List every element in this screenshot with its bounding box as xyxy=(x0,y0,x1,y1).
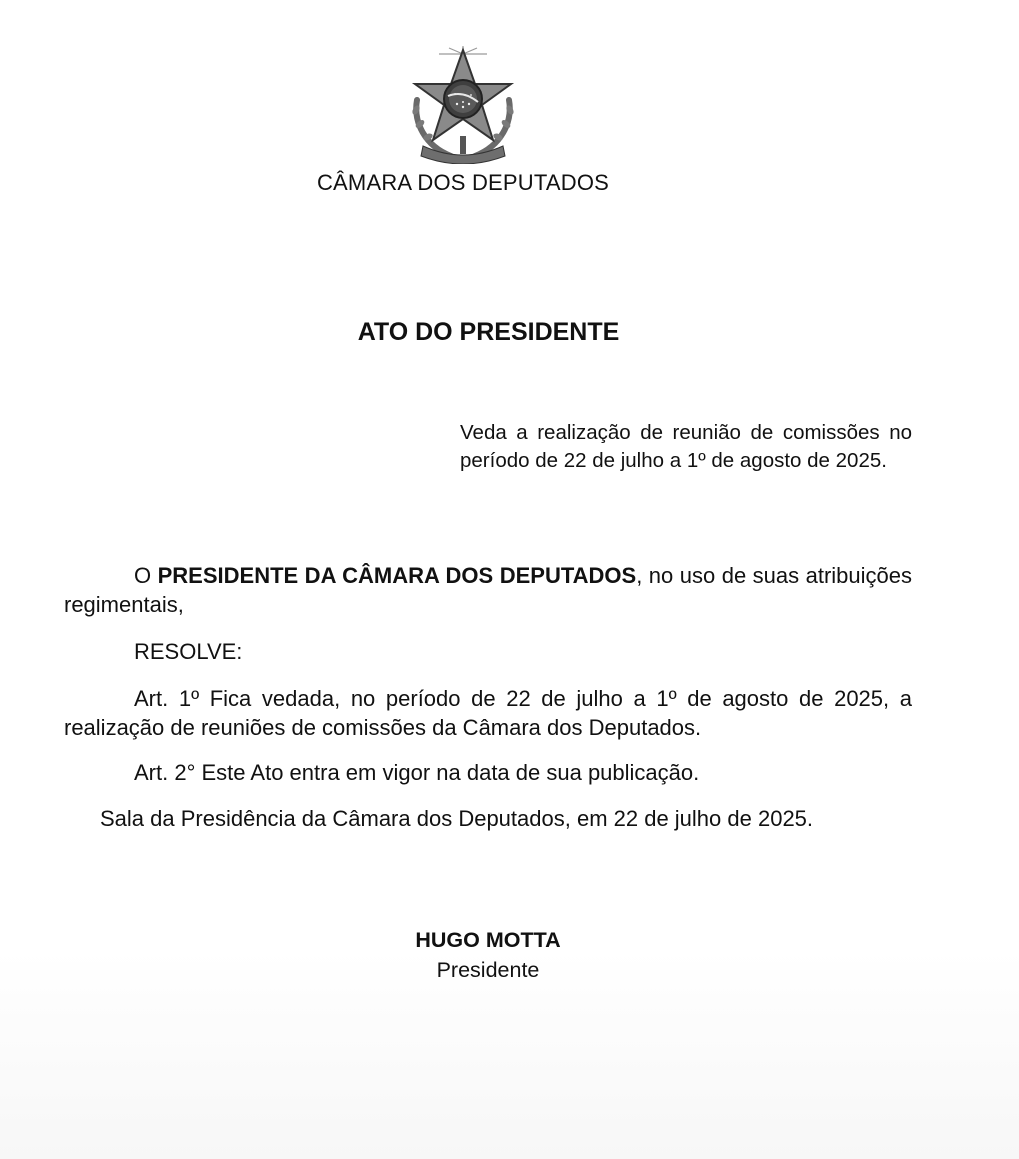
signer-role: Presidente xyxy=(436,958,540,982)
preamble-suffix: , no uso de suas atribuições regimentais, xyxy=(64,563,913,617)
article-1-text: Art. 1º Fica vedada, no período de 22 de julho a 1º de agosto de 2025, a realização de reuniões de comissões da Câmara dos Deputados. xyxy=(64,686,912,740)
preamble-authority: PRESIDENTE DA CÂMARA DOS DEPUTADOS xyxy=(157,563,637,588)
article-1-paragraph xyxy=(64,684,912,742)
resolve-paragraph xyxy=(64,637,912,666)
article-2-text: Art. 2° Este Ato entra em vigor na data de sua publicação. xyxy=(134,760,700,785)
resolve-label: RESOLVE: xyxy=(134,639,243,664)
preamble-prefix: O xyxy=(134,563,158,588)
ementa: Veda a realização de reunião de comissões no período de 22 de julho a 1º de agosto de 2025. xyxy=(460,421,912,472)
closing-line: Sala da Presidência da Câmara dos Deputados, em 22 de julho de 2025. xyxy=(100,806,814,831)
article-2-paragraph xyxy=(64,758,912,787)
preamble-paragraph xyxy=(64,561,912,619)
act-title: ATO DO PRESIDENTE xyxy=(357,318,620,346)
signer-name: HUGO MOTTA xyxy=(415,928,561,952)
brazil-coat-of-arms-icon xyxy=(403,44,523,164)
institution-name: CÂMARA DOS DEPUTADOS xyxy=(316,170,610,195)
